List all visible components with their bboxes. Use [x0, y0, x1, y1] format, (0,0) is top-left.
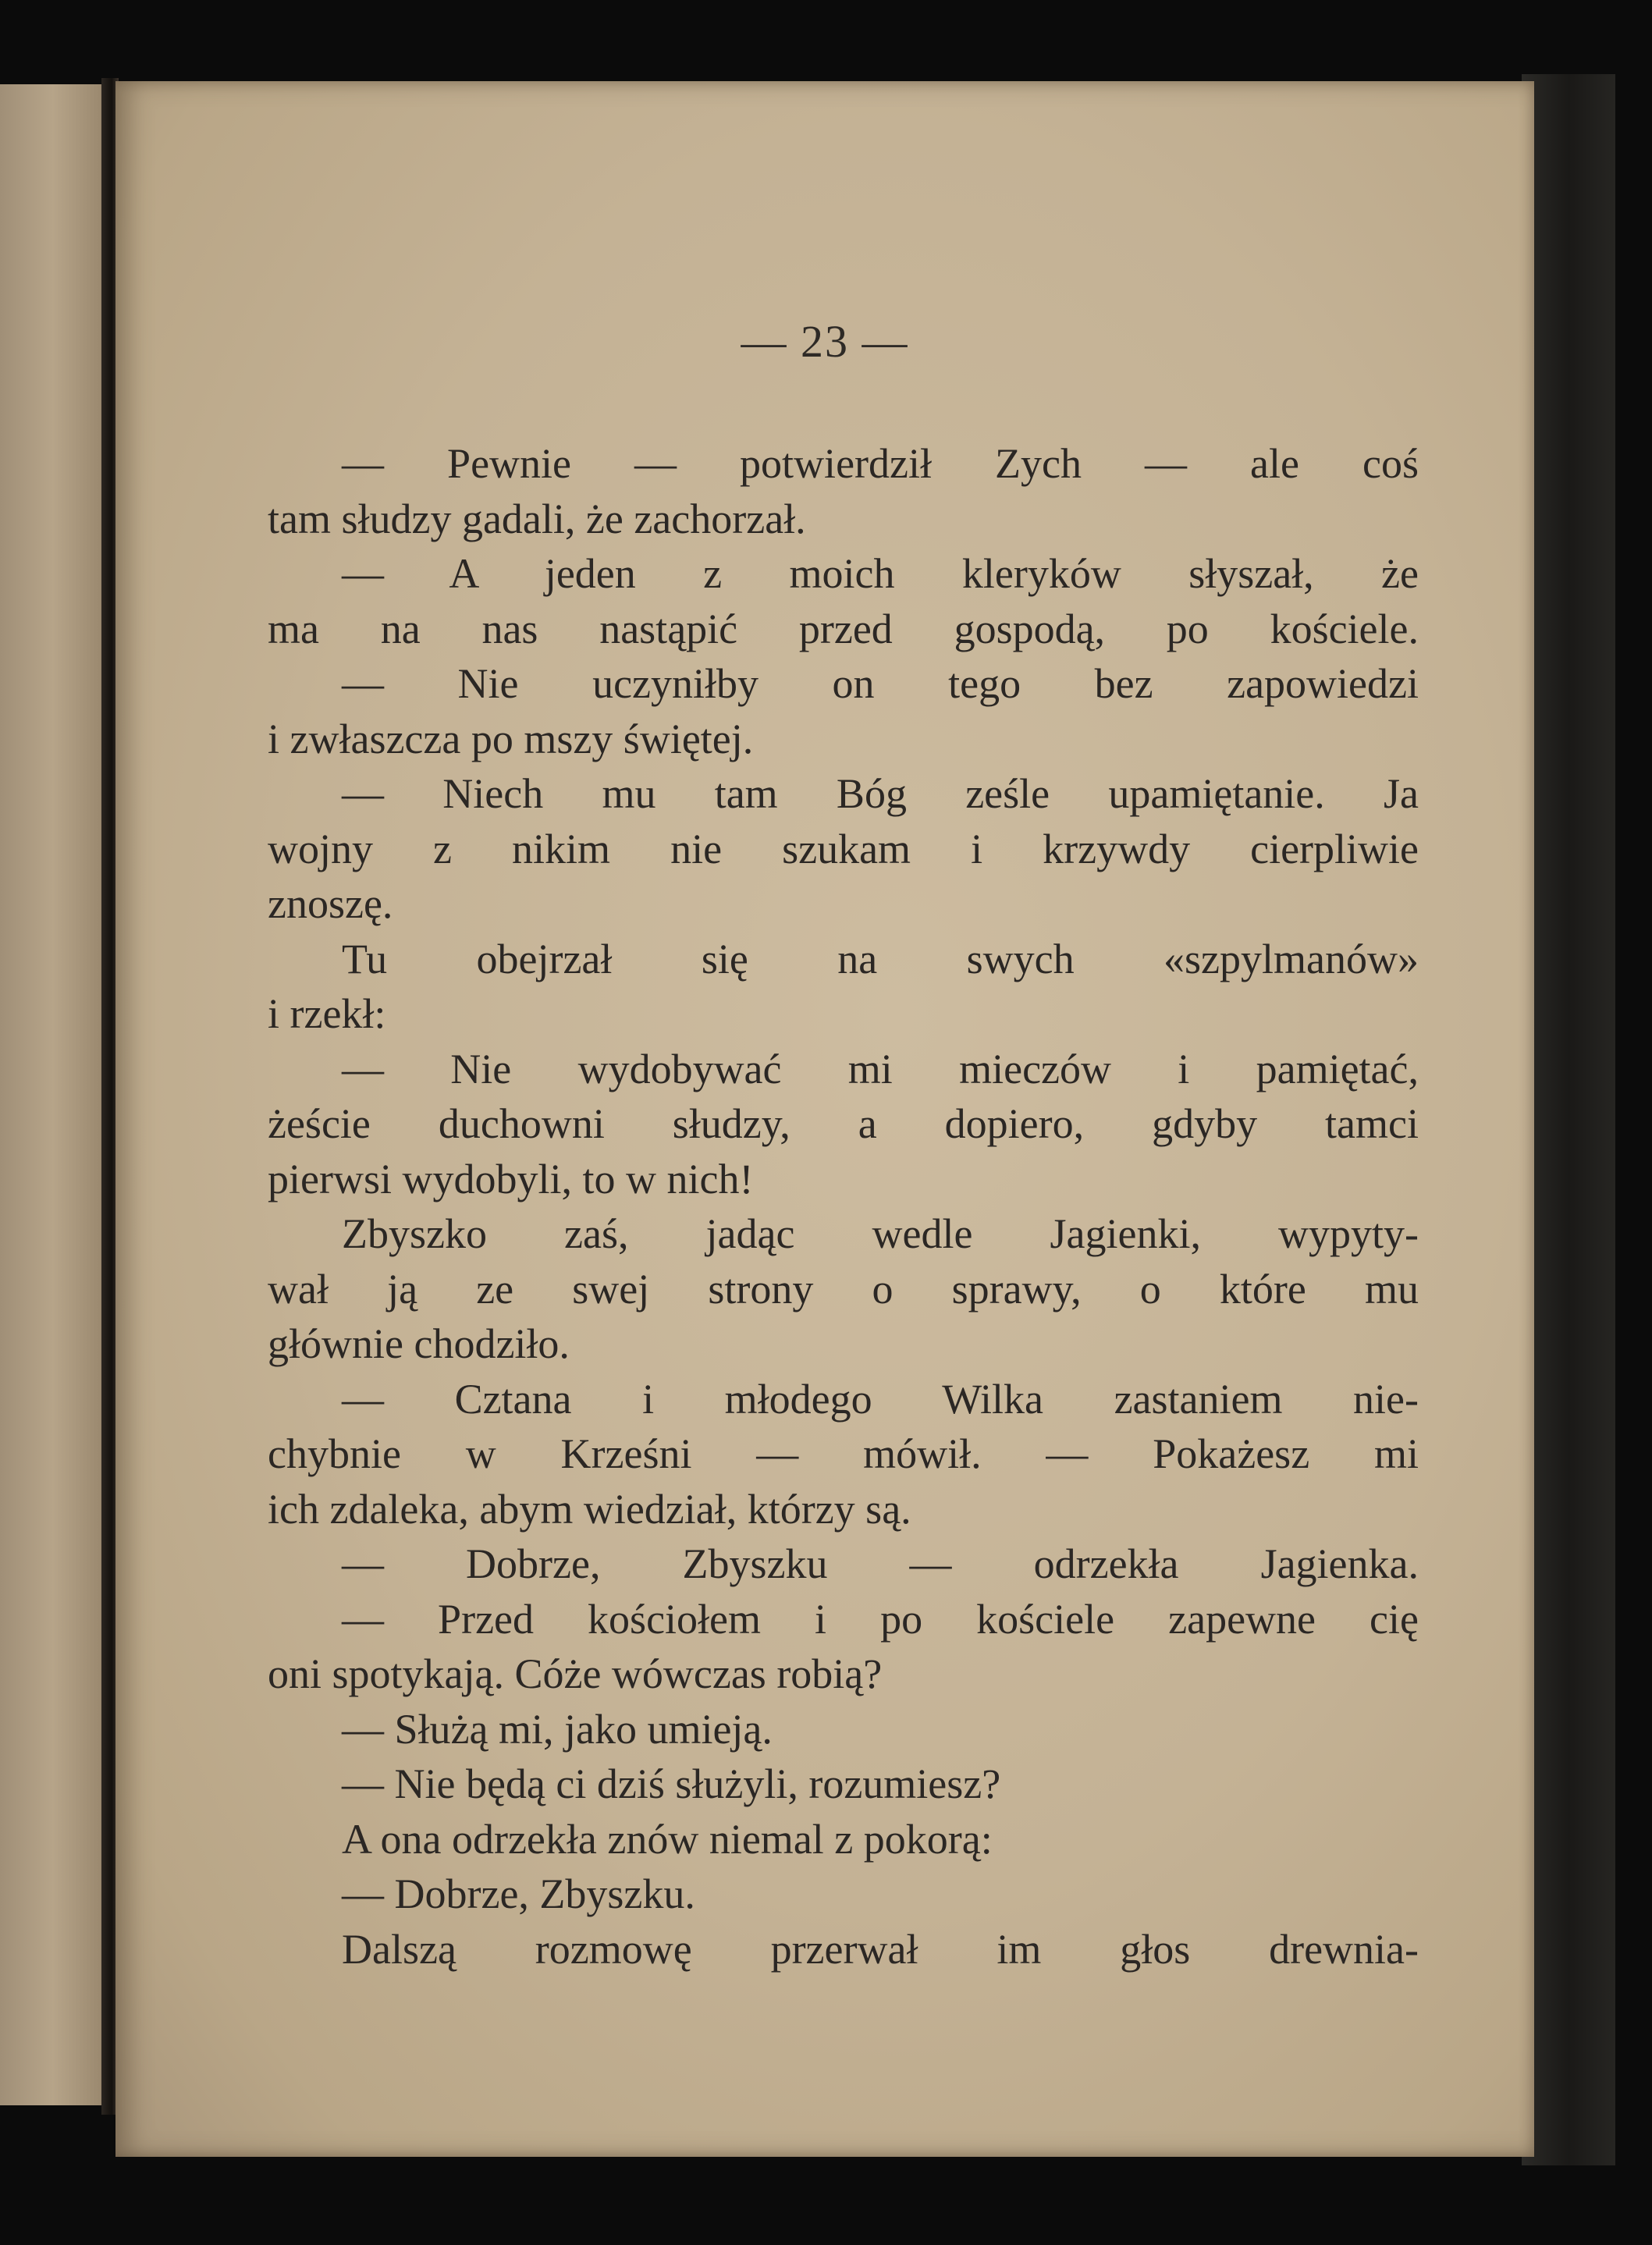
text-line: — Nie będą ci dziś służyli, rozumiesz? — [342, 1760, 1001, 1807]
book-page — [115, 81, 1534, 2157]
text-line: Zbyszko zaś, jadąc wedle Jagienki, wypyty- — [342, 1210, 1419, 1257]
text-line: — Dobrze, Zbyszku. — [342, 1870, 695, 1917]
text-line: wał ją ze swej strony o sprawy, o które mu — [268, 1265, 1419, 1313]
text-line: znoszę. — [268, 880, 393, 927]
left-page-edge — [0, 84, 117, 2105]
text-line: pierwsi wydobyli, to w nich! — [268, 1155, 754, 1202]
text-line: — Nie uczyniłby on tego bez zapowiedzi — [342, 660, 1419, 707]
book-cover-edge — [1522, 74, 1615, 2165]
text-line: — Przed kościołem i po kościele zapewne cię — [342, 1595, 1419, 1643]
text-line: — Cztana i młodego Wilka zastaniem nie- — [342, 1375, 1419, 1423]
text-line: i rzekł: — [268, 990, 386, 1037]
text-line: — Niech mu tam Bóg ześle upamiętanie. Ja — [342, 770, 1419, 817]
text-line: ma na nas nastąpić przed gospodą, po kościele. — [268, 605, 1419, 652]
text-line: — Służą mi, jako umieją. — [342, 1705, 773, 1753]
text-line: oni spotykają. Cóże wówczas robią? — [268, 1650, 883, 1697]
text-line: Dalszą rozmowę przerwał im głos drewnia- — [342, 1925, 1419, 1973]
text-line: żeście duchowni słudzy, a dopiero, gdyby tamci — [268, 1100, 1419, 1147]
page-text — [268, 436, 1419, 1977]
text-line: tam słudzy gadali, że zachorzał. — [268, 495, 806, 542]
text-line: chybnie w Krześni — mówił. — Pokażesz mi — [268, 1430, 1419, 1477]
text-line: — Dobrze, Zbyszku — odrzekła Jagienka. — [342, 1540, 1419, 1587]
text-line: — Nie wydobywać mi mieczów i pamiętać, — [342, 1045, 1419, 1092]
text-line: — Pewnie — potwierdził Zych — ale coś — [342, 440, 1419, 487]
text-line: i zwłaszcza po mszy świętej. — [268, 715, 754, 762]
text-line: wojny z nikim nie szukam i krzywdy cierpliwie — [268, 825, 1419, 872]
text-line: — A jeden z moich kleryków słyszał, że — [342, 550, 1419, 597]
text-line: głównie chodziło. — [268, 1320, 570, 1367]
text-line: Tu obejrzał się na swych «szpylmanów» — [342, 935, 1419, 982]
text-line: ich zdaleka, abym wiedział, którzy są. — [268, 1485, 911, 1533]
text-line: A ona odrzekła znów niemal z pokorą: — [342, 1815, 993, 1863]
page-number: — 23 — — [741, 316, 909, 367]
